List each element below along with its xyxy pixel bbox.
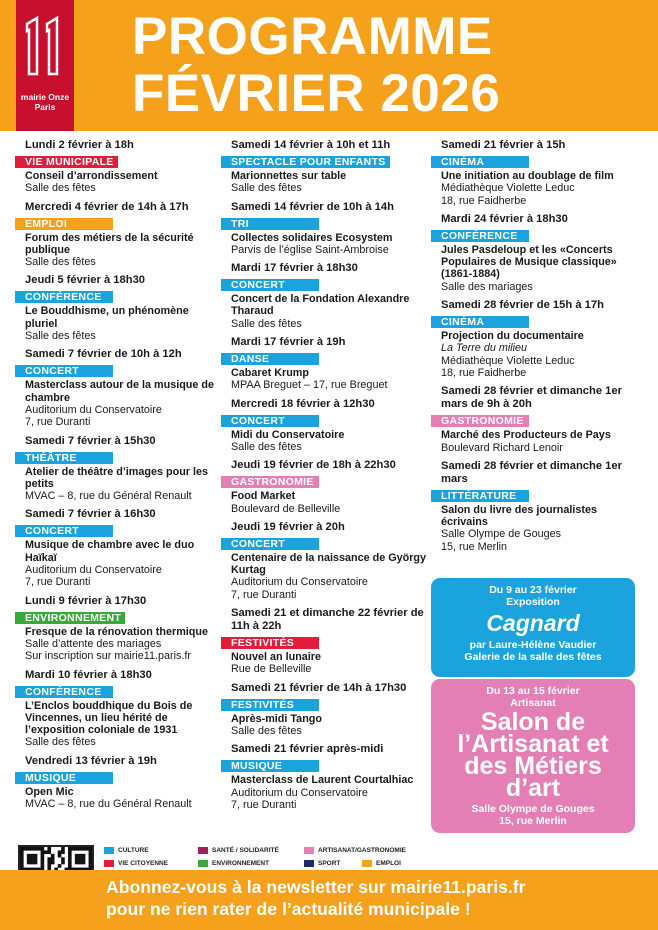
featured-author: par Laure-Hélène Vaudier — [469, 639, 597, 651]
legend-item — [198, 860, 269, 867]
event-location: 7, rue Duranti — [231, 798, 297, 811]
legend-swatch — [104, 847, 114, 854]
event-title: L’Enclos bouddhique du Bois de Vincennes, un lieu hérité de l’exposition coloniale de 1931 — [25, 699, 193, 737]
featured-dates: Du 13 au 15 février — [486, 685, 580, 697]
featured-title-line-1: Salon de — [480, 708, 586, 736]
title-line-1: PROGRAMME — [132, 7, 493, 66]
event-date: Mercredi 18 février à 12h30 — [231, 397, 375, 410]
program-event — [221, 262, 427, 330]
event-category-tag: MUSIQUE — [15, 772, 113, 784]
legend-swatch — [362, 860, 372, 867]
program-event — [431, 299, 645, 379]
program-event — [221, 201, 427, 257]
event-location: Auditorium du Conservatoire — [25, 564, 162, 577]
event-category-tag: MUSIQUE — [221, 760, 319, 772]
event-location: 18, rue Faidherbe — [441, 194, 527, 207]
event-category-tag: GASTRONOMIE — [431, 415, 529, 427]
program-event — [221, 682, 427, 738]
event-location: Salle des mariages — [441, 280, 533, 293]
event-title: Atelier de théâtre d’images pour les petits — [25, 465, 209, 490]
event-title: Centenaire de la naissance de György Kurtag — [231, 551, 427, 577]
program-event — [15, 348, 219, 428]
event-location: 7, rue Duranti — [25, 576, 91, 589]
event-title: Le Bouddhisme, un phénomène pluriel — [25, 305, 189, 330]
event-location: Salle des fêtes — [25, 736, 96, 749]
event-title: Forum des métiers de la sécurité publique — [25, 231, 194, 256]
event-location: Salle des fêtes — [231, 317, 302, 330]
event-location: 7, rue Duranti — [231, 588, 297, 601]
event-category-tag: FESTIVITÉS — [221, 699, 319, 711]
program-event — [431, 460, 645, 553]
event-date: Samedi 21 février de 14h à 17h30 — [231, 681, 407, 694]
legend-swatch — [304, 847, 314, 854]
legend-item — [198, 847, 279, 854]
event-date: Mardi 24 février à 18h30 — [441, 212, 568, 225]
event-category-tag: FESTIVITÉS — [221, 637, 319, 649]
event-category-tag: CONFÉRENCE — [15, 291, 113, 303]
program-event — [15, 435, 219, 503]
event-location: Auditorium du Conservatoire — [231, 576, 368, 589]
event-location: Boulevard Richard Lenoir — [441, 441, 563, 454]
program-event — [15, 595, 219, 663]
legend-swatch — [198, 860, 208, 867]
event-location: Salle des fêtes — [25, 330, 96, 343]
event-title: Conseil d’arrondissement — [25, 170, 158, 182]
event-title: Masterclass autour de la musique de chambre — [25, 379, 215, 404]
program-event — [15, 755, 219, 811]
legend-label: ENVIRONNEMENT — [212, 860, 270, 868]
newsletter-footer — [0, 870, 658, 930]
featured-dates: Du 9 au 23 février — [489, 584, 577, 596]
event-title: Collectes solidaires Ecosystem — [231, 231, 393, 244]
event-date: Samedi 28 février de 15h à 17h — [441, 299, 604, 312]
legend-label: EMPLOI — [376, 860, 401, 868]
event-location: 15, rue Merlin — [441, 540, 508, 553]
event-title: Marché des Producteurs de Pays — [441, 429, 611, 442]
legend-label: VIE CITOYENNE — [118, 860, 169, 868]
program-column-1 — [15, 139, 219, 816]
legend-label: CULTURE — [118, 847, 149, 855]
featured-place: Salle Olympe de Gouges — [471, 803, 595, 815]
event-location: Boulevard de Belleville — [231, 502, 341, 515]
legend-item — [104, 847, 149, 854]
featured-title-line-3: des Métiers — [464, 752, 602, 780]
event-location: MVAC – 8, rue du Général Renault — [25, 490, 192, 503]
legend-item — [362, 860, 401, 867]
legend-swatch — [104, 860, 114, 867]
event-category-tag: CONCERT — [221, 538, 319, 550]
event-location: Salle d’attente des mariages — [25, 637, 162, 650]
event-title: Food Market — [231, 490, 296, 503]
event-title: Open Mic — [25, 785, 74, 798]
program-event — [431, 213, 645, 293]
featured-place: Galerie de la salle des fêtes — [464, 651, 602, 663]
event-location: MVAC – 8, rue du Général Renault — [25, 798, 192, 811]
event-category-tag: CINÉMA — [431, 156, 529, 168]
program-event — [15, 274, 219, 342]
event-location: Sur inscription sur mairie11.paris.fr — [25, 650, 192, 663]
featured-name: Cagnard — [486, 610, 580, 636]
program-event — [15, 139, 219, 195]
event-category-tag: ENVIRONNEMENT — [15, 612, 125, 624]
program-event — [221, 459, 427, 515]
program-event — [221, 336, 427, 392]
event-title: Musique de chambre avec le duo Haïkaï — [25, 539, 195, 564]
event-location: Médiathèque Violette Leduc — [441, 182, 575, 195]
event-title: Masterclass de Laurent Courtalhiac — [231, 774, 414, 787]
event-category-tag: CONCERT — [221, 279, 319, 291]
program-event — [15, 669, 219, 749]
event-title: Nouvel an lunaire — [231, 651, 321, 664]
featured-title-line-4: d’art — [505, 774, 561, 802]
event-date: Samedi 7 février à 15h30 — [25, 434, 156, 447]
mairie-logo[interactable] — [16, 0, 74, 131]
event-location: Médiathèque Violette Leduc — [441, 354, 575, 367]
event-date: Mercredi 4 février de 14h à 17h — [25, 200, 189, 213]
program-event — [221, 521, 427, 601]
event-location: Salle des fêtes — [231, 724, 302, 737]
event-category-tag: CONFÉRENCE — [15, 686, 113, 698]
footer-line-1: Abonnez-vous à la newsletter sur mairie11.paris.fr — [106, 877, 526, 897]
event-location: Parvis de l’église Saint-Ambroise — [231, 243, 389, 256]
event-location: Salle des fêtes — [25, 182, 96, 195]
legend-swatch — [304, 860, 314, 867]
event-category-tag: TRI — [221, 218, 319, 230]
event-location: MPAA Breguet – 17, rue Breguet — [231, 379, 388, 392]
logo-line-1: mairie Onze — [20, 92, 70, 102]
event-location: Auditorium du Conservatoire — [25, 403, 162, 416]
event-category-tag: CONCERT — [15, 525, 113, 537]
event-location: Auditorium du Conservatoire — [231, 786, 368, 799]
event-title: Une initiation au doublage de film — [441, 170, 614, 182]
event-title: Jules Pasdeloup et les «Concerts Populaires de Musique classique» (1861-1884) — [441, 243, 617, 281]
program-event — [221, 139, 427, 195]
event-category-tag: DANSE — [221, 353, 319, 365]
featured-salon-artisanat[interactable] — [431, 679, 635, 833]
program-event — [221, 398, 427, 454]
program-event — [221, 743, 427, 811]
page-title — [132, 8, 500, 122]
featured-kind: Artisanat — [510, 697, 556, 709]
event-date: Lundi 9 février à 17h30 — [25, 594, 147, 607]
event-date: Mardi 17 février à 18h30 — [231, 262, 358, 275]
event-category-tag: CONCERT — [221, 415, 319, 427]
logo-text — [16, 92, 74, 112]
event-title: Cabaret Krump — [231, 367, 309, 380]
event-date: Samedi 21 février à 15h — [441, 139, 566, 151]
event-title: Concert de la Fondation Alexandre Tharaud — [231, 293, 410, 318]
event-date: Samedi 28 février et dimanche 1er mars de 9h à 20h — [441, 385, 622, 411]
event-category-tag: CONCERT — [15, 365, 113, 377]
featured-kind: Exposition — [506, 596, 560, 608]
event-date: Samedi 14 février de 10h à 14h — [231, 200, 394, 213]
logo-line-2: Paris — [34, 102, 56, 112]
event-category-tag: CINÉMA — [431, 316, 529, 328]
header-banner — [0, 0, 658, 131]
event-category-tag: EMPLOI — [15, 218, 113, 230]
event-date: Lundi 2 février à 18h — [25, 139, 134, 151]
featured-exhibition-cagnard[interactable] — [431, 578, 635, 677]
program-event — [221, 607, 427, 676]
featured-address: 15, rue Merlin — [499, 815, 567, 827]
program-event — [431, 385, 645, 454]
event-category-tag: CONFÉRENCE — [431, 230, 529, 242]
event-location: 18, rue Faidherbe — [441, 366, 527, 379]
event-location: Salle Olympe de Gouges — [441, 528, 562, 541]
event-location: 7, rue Duranti — [25, 416, 91, 429]
event-location: Salle des fêtes — [25, 256, 96, 269]
event-date: Jeudi 19 février de 18h à 22h30 — [231, 459, 396, 472]
event-date: Samedi 14 février à 10h et 11h — [231, 139, 391, 151]
footer-text[interactable] — [106, 876, 525, 920]
event-date: Samedi 7 février à 16h30 — [25, 508, 156, 521]
event-title: Fresque de la rénovation thermique — [25, 625, 208, 638]
event-date: Samedi 28 février et dimanche 1er mars — [441, 459, 622, 485]
eleven-logo-icon — [23, 16, 67, 76]
program-column-3 — [431, 139, 645, 559]
event-category-tag: SPECTACLE POUR ENFANTS — [221, 156, 390, 168]
event-title: Midi du Conservatoire — [231, 428, 345, 441]
event-location: Salle des fêtes — [231, 182, 302, 195]
event-date: Samedi 7 février de 10h à 12h — [25, 348, 182, 361]
program-event — [15, 508, 219, 588]
event-subtitle: La Terre du milieu — [441, 342, 528, 355]
featured-title-line-2: l’Artisanat et — [457, 730, 609, 758]
event-date: Jeudi 19 février à 20h — [231, 520, 345, 533]
event-title: Projection du documentaire — [441, 330, 584, 343]
event-title: Salon du livre des journalistes écrivains — [441, 503, 598, 529]
event-date: Mardi 10 février à 18h30 — [25, 668, 152, 681]
footer-line-2: pour ne rien rater de l’actualité municipale ! — [106, 899, 471, 919]
legend-item — [304, 860, 340, 867]
title-line-2: FÉVRIER 2026 — [132, 64, 501, 123]
event-location: Rue de Belleville — [231, 663, 312, 676]
event-category-tag: GASTRONOMIE — [221, 476, 319, 488]
legend-label: SPORT — [318, 860, 341, 868]
event-location: Salle des fêtes — [231, 440, 302, 453]
event-date: Samedi 21 et dimanche 22 février de 11h à 22h — [231, 607, 424, 633]
legend-label: ARTISANAT/GASTRONOMIE — [318, 847, 406, 855]
event-title: Marionnettes sur table — [231, 170, 347, 182]
legend-item — [304, 847, 406, 854]
legend-item — [104, 860, 168, 867]
event-date: Jeudi 5 février à 18h30 — [25, 274, 146, 287]
legend-swatch — [198, 847, 208, 854]
event-date: Mardi 17 février à 19h — [231, 336, 346, 349]
program-column-2 — [221, 139, 427, 817]
event-category-tag: LITTÉRATURE — [431, 490, 529, 502]
event-category-tag: VIE MUNICIPALE — [15, 156, 118, 168]
legend-label: SANTÉ / SOLIDARITÉ — [212, 847, 279, 855]
program-event — [431, 139, 645, 207]
program-event — [15, 201, 219, 269]
event-date: Samedi 21 février après-midi — [231, 743, 384, 756]
event-date: Vendredi 13 février à 19h — [25, 754, 157, 767]
event-title: Après-midi Tango — [231, 712, 322, 725]
event-category-tag: THÉÂTRE — [15, 452, 113, 464]
